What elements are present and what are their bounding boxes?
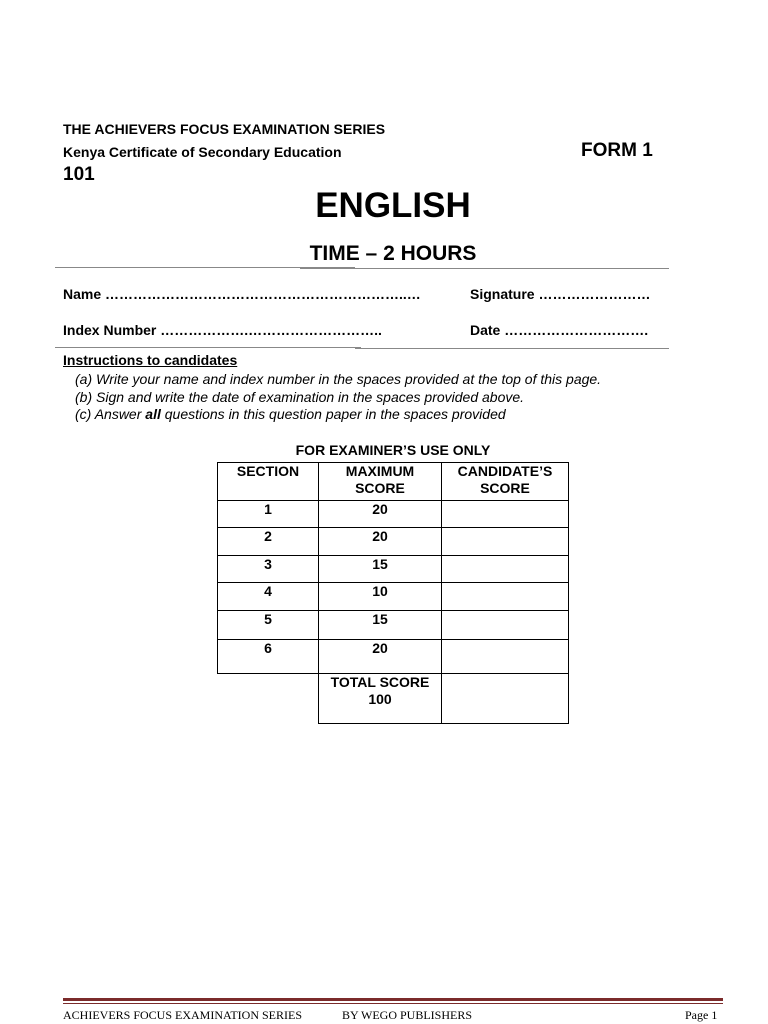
instruction-b: (b) Sign and write the date of examination in the spaces provided above. (75, 389, 525, 405)
examiner-score-table (217, 462, 569, 724)
table-row (218, 501, 569, 528)
section-cell: 3 (218, 556, 319, 583)
divider-bottom-right (355, 348, 669, 349)
total-candidate-score-cell[interactable] (442, 674, 569, 724)
certificate-title: Kenya Certificate of Secondary Education (63, 144, 342, 160)
max-score-cell: 10 (319, 583, 442, 611)
candidate-score-cell[interactable] (442, 640, 569, 674)
subject-title: ENGLISH (315, 186, 471, 225)
instructions-heading: Instructions to candidates (63, 352, 238, 368)
table-header-row (218, 463, 569, 501)
table-row (218, 556, 569, 583)
instruction-c-emphasis: all (145, 406, 161, 422)
header-section: SECTION (218, 463, 319, 501)
series-title: THE ACHIEVERS FOCUS EXAMINATION SERIES (63, 121, 386, 137)
total-score-label: TOTAL SCORE (330, 674, 430, 690)
form-label: FORM 1 (581, 140, 653, 161)
total-score-label-cell (319, 674, 442, 724)
max-score-cell: 15 (319, 556, 442, 583)
table-row (218, 583, 569, 611)
section-cell: 1 (218, 501, 319, 528)
section-cell: 6 (218, 640, 319, 674)
section-cell: 4 (218, 583, 319, 611)
date-field: Date …………………………. (470, 322, 649, 338)
index-number-field: Index Number ……………….……………………….. (63, 322, 382, 338)
header-max-score: MAXIMUM SCORE (319, 463, 442, 501)
max-score-cell: 20 (319, 528, 442, 556)
table-row (218, 640, 569, 674)
divider-bottom-left (55, 347, 361, 348)
table-row (218, 528, 569, 556)
footer-rule-thick (63, 998, 723, 1001)
total-row (218, 674, 569, 724)
footer-publisher: BY WEGO PUBLISHERS (342, 1008, 473, 1022)
candidate-score-cell[interactable] (442, 611, 569, 640)
section-cell: 5 (218, 611, 319, 640)
total-row-spacer (218, 674, 319, 724)
candidate-score-cell[interactable] (442, 556, 569, 583)
name-field: Name ………………………………………………………..… (63, 286, 421, 302)
divider-top-right (300, 268, 669, 269)
candidate-score-cell[interactable] (442, 583, 569, 611)
table-row (218, 611, 569, 640)
max-score-cell: 15 (319, 611, 442, 640)
examiner-use-title: FOR EXAMINER’S USE ONLY (295, 442, 491, 458)
instruction-c-end: questions in this question paper in the spaces provided (160, 406, 506, 422)
candidate-score-cell[interactable] (442, 501, 569, 528)
total-score-value: 100 (368, 691, 392, 707)
max-score-cell: 20 (319, 640, 442, 674)
header-candidate-score: CANDIDATE’S SCORE (442, 463, 569, 501)
footer-page-number: Page 1 (685, 1008, 718, 1022)
candidate-score-cell[interactable] (442, 528, 569, 556)
footer-rule-thin (63, 1003, 723, 1004)
paper-code: 101 (63, 164, 95, 185)
footer-series: ACHIEVERS FOCUS EXAMINATION SERIES (63, 1008, 303, 1022)
time-allowed: TIME – 2 HOURS (309, 242, 477, 265)
instruction-c (75, 406, 506, 422)
instruction-a: (a) Write your name and index number in the spaces provided at the top of this page. (75, 371, 602, 387)
section-cell: 2 (218, 528, 319, 556)
signature-field: Signature …………………… (470, 286, 651, 302)
instruction-c-start: (c) Answer (75, 406, 146, 422)
max-score-cell: 20 (319, 501, 442, 528)
